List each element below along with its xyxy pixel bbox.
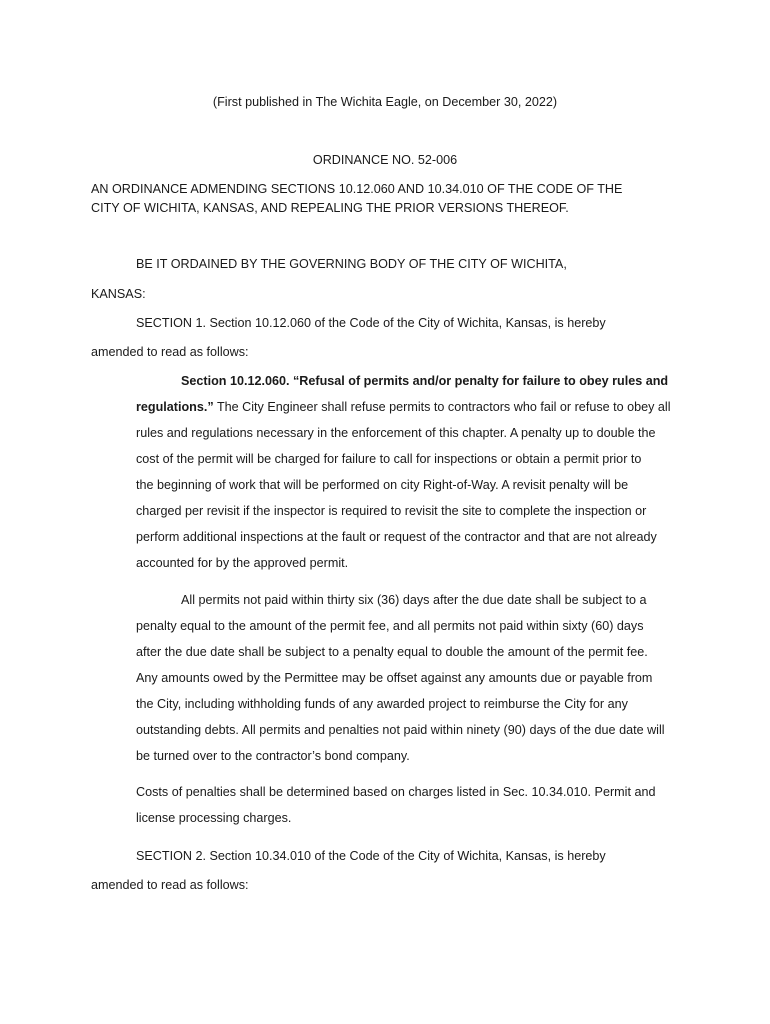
section-2-intro-line-2: amended to read as follows: bbox=[91, 878, 249, 892]
ordinance-title-line-1: AN ORDINANCE ADMENDING SECTIONS 10.12.060 AND 10.34.010 OF THE CODE OF THE bbox=[91, 182, 623, 196]
section-1-intro-line-1: SECTION 1. Section 10.12.060 of the Code of the City of Wichita, Kansas, is hereby bbox=[136, 316, 606, 330]
section-1-para-1-line-5: the beginning of work that will be performed on city Right-of-Way. A revisit penalty will be bbox=[136, 478, 629, 492]
ordinance-number: ORDINANCE NO. 52-006 bbox=[312, 153, 458, 167]
section-1-para-1-line-2 bbox=[136, 399, 671, 415]
section-1-para-1-line-6: charged per revisit if the inspector is required to revisit the site to complete the inspection or bbox=[136, 504, 647, 518]
section-2-intro-line-1: SECTION 2. Section 10.34.010 of the Code of the City of Wichita, Kansas, is hereby bbox=[136, 849, 606, 863]
section-heading-bold-continued: regulations.” bbox=[136, 400, 214, 414]
ordinance-title-line-2: CITY OF WICHITA, KANSAS, AND REPEALING THE PRIOR VERSIONS THEREOF. bbox=[91, 201, 569, 215]
section-1-para-3-line-2: license processing charges. bbox=[136, 811, 292, 825]
section-1-para-2-line-2: penalty equal to the amount of the permit fee, and all permits not paid within sixty (60) days bbox=[136, 619, 644, 633]
section-1-para-1-line-4: cost of the permit will be charged for failure to call for inspections or obtain a permit prior to bbox=[136, 452, 642, 466]
section-1-para-2-line-4: Any amounts owed by the Permittee may be offset against any amounts due or payable from bbox=[136, 671, 653, 685]
enactment-clause-line-1: BE IT ORDAINED BY THE GOVERNING BODY OF THE CITY OF WICHITA, bbox=[136, 257, 567, 271]
section-1-intro-line-2: amended to read as follows: bbox=[91, 345, 249, 359]
section-1-para-1-line-8: accounted for by the approved permit. bbox=[136, 556, 349, 570]
section-1-para-1-line-7: perform additional inspections at the fault or request of the contractor and that are not already bbox=[136, 530, 657, 544]
section-1-para-2-line-1: All permits not paid within thirty six (36) days after the due date shall be subject to a bbox=[181, 593, 647, 607]
section-1-para-1-line-3: rules and regulations necessary in the enforcement of this chapter. A penalty up to double the bbox=[136, 426, 656, 440]
section-heading-bold: Section 10.12.060. “Refusal of permits and/or penalty for failure to obey rules and bbox=[181, 374, 669, 388]
section-1-para-2-line-7: be turned over to the contractor’s bond company. bbox=[136, 749, 410, 763]
para-1-line-2-text: The City Engineer shall refuse permits to contractors who fail or refuse to obey all bbox=[213, 400, 671, 414]
section-1-para-2-line-6: outstanding debts. All permits and penalties not paid within ninety (90) days of the due date will bbox=[136, 723, 665, 737]
section-10-12-060-heading bbox=[181, 373, 668, 389]
enactment-clause-line-2: KANSAS: bbox=[91, 287, 146, 301]
section-1-para-2-line-3: after the due date shall be subject to a penalty equal to double the amount of the permit fee. bbox=[136, 645, 648, 659]
section-1-para-3-line-1: Costs of penalties shall be determined based on charges listed in Sec. 10.34.010. Permit and bbox=[136, 785, 656, 799]
section-1-para-2-line-5: the City, including withholding funds of any awarded project to reimburse the City for any bbox=[136, 697, 628, 711]
publication-note: (First published in The Wichita Eagle, on December 30, 2022) bbox=[212, 95, 558, 109]
